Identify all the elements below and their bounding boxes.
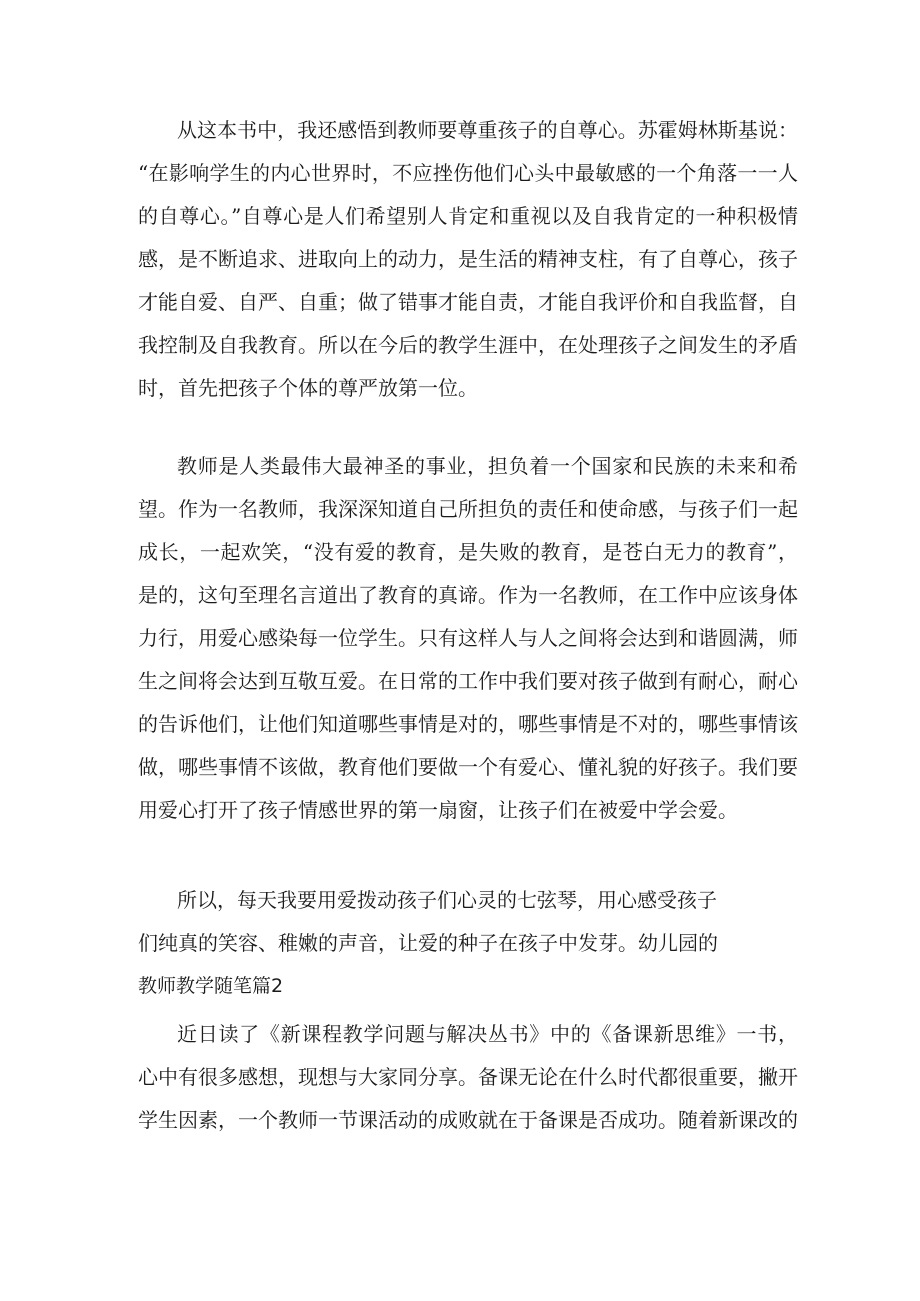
paragraph-3-line-1: 所以，每天我要用爱拨动孩子们心灵的七弦琴，用心感受孩子: [177, 888, 717, 912]
paragraph-1-line-4: 感，是不断追求、进取向上的动力，是生活的精神支柱，有了自尊心，孩子: [138, 247, 798, 271]
paragraph-1-line-2: “在影响学生的内心世界时，不应挫伤他们心头中最敏感的一个角落一一人: [138, 161, 798, 185]
paragraph-2-line-4: 是的，这句至理名言道出了教育的真谛。作为一名教师，在工作中应该身体: [138, 583, 798, 607]
paragraph-2-line-9: 用爱心打开了孩子情感世界的第一扇窗，让孩子们在被爱中学会爱。: [138, 798, 738, 822]
paragraph-4-line-1: 近日读了《新课程教学问题与解决丛书》中的《备课新思维》一书，: [177, 1022, 798, 1046]
paragraph-2-line-3: 成长，一起欢笑，“没有爱的教育，是失败的教育，是苍白无力的教育”，: [138, 540, 798, 564]
paragraph-2-line-6: 生之间将会达到互敬互爱。在日常的工作中我们要对孩子做到有耐心，耐心: [138, 669, 798, 693]
paragraph-2-line-1: 教师是人类最伟大最神圣的事业，担负着一个国家和民族的未来和希: [177, 454, 798, 478]
paragraph-4-line-3: 学生因素，一个教师一节课活动的成败就在于备课是否成功。随着新课改的: [138, 1108, 798, 1132]
paragraph-1-line-1: 从这本书中，我还感悟到教师要尊重孩子的自尊心。苏霍姆林斯基说：: [177, 118, 798, 142]
paragraph-1-line-5: 才能自爱、自严、自重；做了错事才能自责，才能自我评价和自我监督，自: [138, 290, 798, 314]
paragraph-4-line-2: 心中有很多感想，现想与大家同分享。备课无论在什么时代都很重要，撇开: [138, 1065, 798, 1089]
paragraph-2-line-7: 的告诉他们，让他们知道哪些事情是对的，哪些事情是不对的，哪些事情该: [138, 712, 798, 736]
paragraph-1-line-7: 时，首先把孩子个体的尊严放第一位。: [138, 376, 478, 400]
paragraph-2-line-2: 望。作为一名教师，我深深知道自己所担负的责任和使命感，与孩子们一起: [138, 497, 798, 521]
paragraph-1-line-3: 的自尊心。”自尊心是人们希望别人肯定和重视以及自我肯定的一种积极情: [138, 204, 798, 228]
section-heading: 教师教学随笔篇2: [138, 975, 284, 997]
paragraph-2-line-8: 做，哪些事情不该做，教育他们要做一个有爱心、懂礼貌的好孩子。我们要: [138, 755, 798, 779]
paragraph-3-line-2: 们纯真的笑容、稚嫩的声音，让爱的种子在孩子中发芽。幼儿园的: [138, 931, 718, 955]
paragraph-1-line-6: 我控制及自我教育。所以在今后的教学生涯中，在处理孩子之间发生的矛盾: [138, 333, 798, 357]
paragraph-2-line-5: 力行，用爱心感染每一位学生。只有这样人与人之间将会达到和谐圆满，师: [138, 626, 798, 650]
